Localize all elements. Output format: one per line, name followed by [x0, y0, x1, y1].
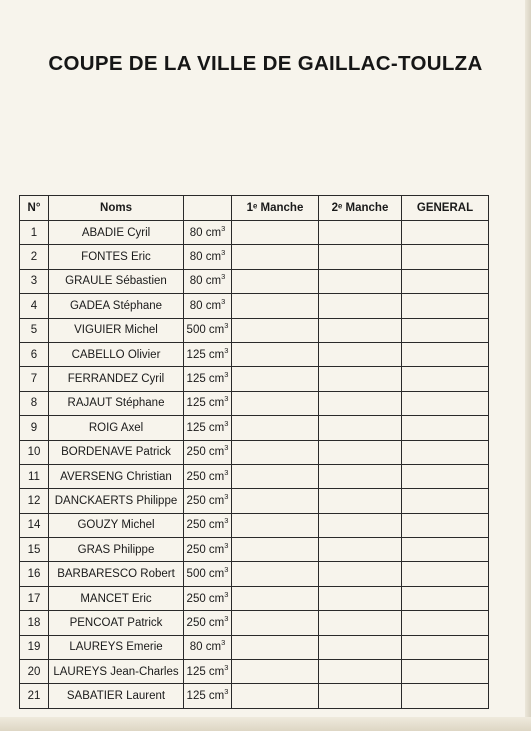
- table-row: [20, 538, 489, 562]
- rider-manche-2: [319, 318, 402, 342]
- table-row: [20, 660, 489, 684]
- table-row: [20, 635, 489, 659]
- rider-general: [402, 440, 489, 464]
- rider-manche-2: [319, 342, 402, 366]
- rider-manche-1: [232, 562, 319, 586]
- rider-manche-1: [232, 660, 319, 684]
- table-row: [20, 245, 489, 269]
- rider-general: [402, 416, 489, 440]
- rider-name: CABELLO Olivier: [49, 342, 184, 366]
- rider-displacement: [184, 660, 232, 684]
- rider-manche-1: [232, 489, 319, 513]
- displacement-value: 125 cm: [186, 373, 225, 386]
- rider-number: 21: [20, 684, 49, 708]
- rider-number: 3: [20, 269, 49, 293]
- rider-name: GADEA Stéphane: [49, 294, 184, 318]
- displacement-value: 80 cm: [189, 251, 222, 264]
- rider-general: [402, 464, 489, 488]
- header-manche-1: 1ᵉ Manche: [232, 196, 319, 221]
- rider-displacement: [184, 464, 232, 488]
- header-general: GENERAL: [402, 196, 489, 221]
- rider-displacement: [184, 440, 232, 464]
- rider-general: [402, 367, 489, 391]
- rider-number: 6: [20, 342, 49, 366]
- rider-manche-1: [232, 586, 319, 610]
- rider-manche-1: [232, 342, 319, 366]
- rider-manche-2: [319, 586, 402, 610]
- unit-superscript: 3: [224, 443, 229, 453]
- rider-displacement: [184, 635, 232, 659]
- unit-superscript: 3: [224, 394, 229, 404]
- rider-number: 4: [20, 294, 49, 318]
- rider-name: SABATIER Laurent: [49, 684, 184, 708]
- rider-manche-2: [319, 416, 402, 440]
- displacement-value: 250 cm: [186, 616, 225, 629]
- table-row: [20, 342, 489, 366]
- displacement-value: 80 cm: [189, 299, 222, 312]
- rider-number: 10: [20, 440, 49, 464]
- rider-name: RAJAUT Stéphane: [49, 391, 184, 415]
- rider-manche-1: [232, 269, 319, 293]
- unit-superscript: 3: [221, 223, 226, 233]
- rider-manche-2: [319, 513, 402, 537]
- rider-manche-2: [319, 391, 402, 415]
- header-displacement: [184, 196, 232, 221]
- rider-manche-2: [319, 538, 402, 562]
- rider-general: [402, 660, 489, 684]
- rider-general: [402, 269, 489, 293]
- table-row: [20, 562, 489, 586]
- rider-number: 1: [20, 221, 49, 245]
- rider-displacement: [184, 269, 232, 293]
- displacement-value: 500 cm: [186, 324, 225, 337]
- rider-manche-1: [232, 294, 319, 318]
- unit-superscript: 3: [221, 638, 226, 648]
- table-row: [20, 269, 489, 293]
- unit-superscript: 3: [221, 297, 226, 307]
- rider-name: DANCKAERTS Philippe: [49, 489, 184, 513]
- rider-manche-1: [232, 318, 319, 342]
- displacement-value: 125 cm: [186, 421, 225, 434]
- table-row: [20, 586, 489, 610]
- rider-manche-2: [319, 611, 402, 635]
- rider-number: 2: [20, 245, 49, 269]
- rider-number: 14: [20, 513, 49, 537]
- rider-name: BARBARESCO Robert: [49, 562, 184, 586]
- table-row: [20, 416, 489, 440]
- displacement-value: 125 cm: [186, 665, 225, 678]
- rider-general: [402, 684, 489, 708]
- rider-manche-2: [319, 221, 402, 245]
- table-row: [20, 367, 489, 391]
- displacement-value: 500 cm: [186, 568, 225, 581]
- rider-general: [402, 538, 489, 562]
- unit-superscript: 3: [221, 272, 226, 282]
- rider-name: GOUZY Michel: [49, 513, 184, 537]
- rider-general: [402, 221, 489, 245]
- header-number: N°: [20, 196, 49, 221]
- rider-manche-2: [319, 367, 402, 391]
- table-header-row: [20, 196, 489, 221]
- rider-manche-1: [232, 221, 319, 245]
- results-table-body: [20, 221, 489, 709]
- table-row: [20, 318, 489, 342]
- unit-superscript: 3: [224, 370, 229, 380]
- rider-manche-1: [232, 513, 319, 537]
- unit-superscript: 3: [224, 418, 229, 428]
- rider-displacement: [184, 318, 232, 342]
- rider-number: 15: [20, 538, 49, 562]
- rider-general: [402, 611, 489, 635]
- rider-name: GRAULE Sébastien: [49, 269, 184, 293]
- rider-manche-2: [319, 245, 402, 269]
- rider-general: [402, 513, 489, 537]
- rider-displacement: [184, 294, 232, 318]
- table-row: [20, 221, 489, 245]
- rider-name: ROIG Axel: [49, 416, 184, 440]
- displacement-value: 125 cm: [186, 690, 225, 703]
- rider-manche-1: [232, 245, 319, 269]
- rider-name: MANCET Eric: [49, 586, 184, 610]
- rider-name: PENCOAT Patrick: [49, 611, 184, 635]
- displacement-value: 250 cm: [186, 494, 225, 507]
- unit-superscript: 3: [224, 516, 229, 526]
- rider-manche-1: [232, 464, 319, 488]
- rider-manche-2: [319, 440, 402, 464]
- rider-name: AVERSENG Christian: [49, 464, 184, 488]
- unit-superscript: 3: [224, 345, 229, 355]
- rider-displacement: [184, 684, 232, 708]
- rider-displacement: [184, 221, 232, 245]
- rider-name: GRAS Philippe: [49, 538, 184, 562]
- rider-number: 18: [20, 611, 49, 635]
- rider-displacement: [184, 489, 232, 513]
- results-table: [19, 195, 489, 709]
- table-row: [20, 440, 489, 464]
- table-row: [20, 684, 489, 708]
- rider-displacement: [184, 342, 232, 366]
- table-row: [20, 294, 489, 318]
- rider-manche-1: [232, 416, 319, 440]
- header-manche-2: 2ᵉ Manche: [319, 196, 402, 221]
- rider-general: [402, 391, 489, 415]
- rider-displacement: [184, 611, 232, 635]
- rider-manche-1: [232, 391, 319, 415]
- rider-general: [402, 586, 489, 610]
- rider-manche-2: [319, 660, 402, 684]
- rider-general: [402, 342, 489, 366]
- rider-general: [402, 489, 489, 513]
- displacement-value: 250 cm: [186, 470, 225, 483]
- rider-displacement: [184, 513, 232, 537]
- unit-superscript: 3: [221, 248, 226, 258]
- rider-manche-2: [319, 562, 402, 586]
- rider-manche-2: [319, 684, 402, 708]
- table-row: [20, 513, 489, 537]
- rider-number: 16: [20, 562, 49, 586]
- rider-manche-2: [319, 464, 402, 488]
- rider-manche-1: [232, 538, 319, 562]
- displacement-value: 250 cm: [186, 592, 225, 605]
- rider-manche-1: [232, 684, 319, 708]
- rider-displacement: [184, 416, 232, 440]
- rider-number: 20: [20, 660, 49, 684]
- rider-displacement: [184, 367, 232, 391]
- rider-general: [402, 562, 489, 586]
- rider-manche-1: [232, 367, 319, 391]
- rider-number: 5: [20, 318, 49, 342]
- unit-superscript: 3: [224, 321, 229, 331]
- rider-displacement: [184, 538, 232, 562]
- unit-superscript: 3: [224, 540, 229, 550]
- rider-number: 19: [20, 635, 49, 659]
- table-row: [20, 391, 489, 415]
- unit-superscript: 3: [224, 614, 229, 624]
- displacement-value: 250 cm: [186, 543, 225, 556]
- unit-superscript: 3: [224, 589, 229, 599]
- displacement-value: 125 cm: [186, 348, 225, 361]
- rider-name: FONTES Eric: [49, 245, 184, 269]
- displacement-value: 250 cm: [186, 446, 225, 459]
- rider-number: 8: [20, 391, 49, 415]
- unit-superscript: 3: [224, 662, 229, 672]
- rider-general: [402, 635, 489, 659]
- unit-superscript: 3: [224, 565, 229, 575]
- displacement-value: 80 cm: [189, 226, 222, 239]
- rider-general: [402, 318, 489, 342]
- rider-manche-1: [232, 611, 319, 635]
- rider-manche-2: [319, 635, 402, 659]
- table-row: [20, 489, 489, 513]
- rider-number: 7: [20, 367, 49, 391]
- rider-displacement: [184, 586, 232, 610]
- rider-name: FERRANDEZ Cyril: [49, 367, 184, 391]
- rider-number: 11: [20, 464, 49, 488]
- rider-number: 12: [20, 489, 49, 513]
- rider-name: VIGUIER Michel: [49, 318, 184, 342]
- rider-manche-2: [319, 294, 402, 318]
- rider-displacement: [184, 391, 232, 415]
- rider-manche-1: [232, 440, 319, 464]
- rider-number: 17: [20, 586, 49, 610]
- rider-manche-2: [319, 269, 402, 293]
- page-title: COUPE DE LA VILLE DE GAILLAC-TOULZA: [48, 51, 483, 75]
- rider-manche-2: [319, 489, 402, 513]
- displacement-value: 80 cm: [189, 641, 222, 654]
- page-edge: [525, 0, 531, 731]
- rider-name: ABADIE Cyril: [49, 221, 184, 245]
- unit-superscript: 3: [224, 467, 229, 477]
- rider-displacement: [184, 245, 232, 269]
- displacement-value: 250 cm: [186, 519, 225, 532]
- table-row: [20, 611, 489, 635]
- displacement-value: 80 cm: [189, 275, 222, 288]
- rider-name: LAUREYS Jean-Charles: [49, 660, 184, 684]
- page-bottom-edge: [0, 717, 531, 731]
- displacement-value: 125 cm: [186, 397, 225, 410]
- header-names: Noms: [49, 196, 184, 221]
- rider-general: [402, 245, 489, 269]
- unit-superscript: 3: [224, 492, 229, 502]
- rider-general: [402, 294, 489, 318]
- rider-name: BORDENAVE Patrick: [49, 440, 184, 464]
- unit-superscript: 3: [224, 687, 229, 697]
- rider-name: LAUREYS Emerie: [49, 635, 184, 659]
- rider-number: 9: [20, 416, 49, 440]
- rider-displacement: [184, 562, 232, 586]
- rider-manche-1: [232, 635, 319, 659]
- table-row: [20, 464, 489, 488]
